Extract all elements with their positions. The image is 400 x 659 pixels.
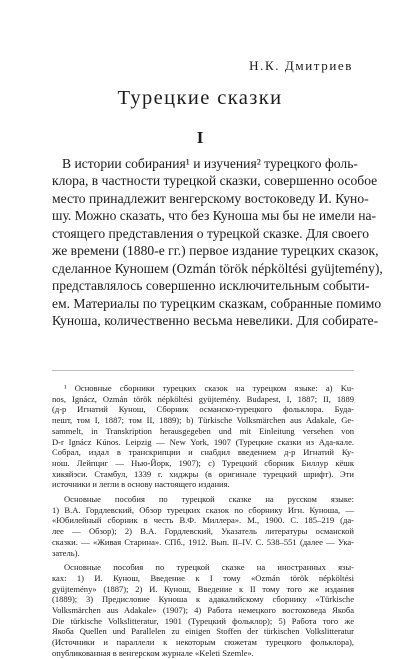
footnote-line: хикяйэси. Стамбул, 1339 г. хиджры (в оригинале турецкий шрифт). Эти: [52, 468, 354, 479]
footnote-line: ках: 1) И. Кунош, Введение к I тому «Ozmán török népköltési: [52, 572, 354, 583]
footnote-line: (1889); 3) Предисловие Куноша к адакалийскому сборнику «Türkische: [52, 594, 354, 605]
paragraph-line: представлялось совершенно исключительным событи-: [52, 278, 370, 294]
footnote-line: ¹ Основные сборники турецких сказок на турецком языке: а) Ku-: [64, 383, 354, 393]
footnote-2: [52, 494, 354, 558]
footnote-line: источники и легли в основу настоящего издания.: [52, 479, 230, 490]
paragraph-line: ем. Материалы по турецким сказкам, собранные помимо: [52, 295, 382, 311]
footnote-line: Основные пособия по турецкой сказке на русском языке:: [64, 494, 354, 505]
main-paragraph: [52, 155, 383, 330]
paragraph-line: место принадлежит венгерскому востоковеду И. Куно-: [52, 190, 369, 206]
footnote-line: нош. Лейпциг — Нью-Йорк, 1907); c) Турецкий сборник Биллур кёшк: [52, 457, 354, 468]
footnote-line: (д-р Игнатий Кунош, Сборник османско-турецкого фольклора. Буда-: [52, 404, 354, 415]
footnote-line: Собрал, издал в транскрипции и снабдил введением д-р Игнатий Ку-: [52, 447, 354, 458]
footnote-divider: [52, 370, 354, 371]
footnote-line: sammelt, in Transkription herausgegeben und mit Einleitung versehen von: [52, 425, 354, 436]
footnote-1: [52, 383, 354, 490]
paragraph-line: шу. Можно сказать, что без Куноша мы бы не имели на-: [52, 208, 377, 224]
footnote-line: Якоба Quellen und Parallelen zu einigen Stoffen der türkischen Volkslitteratur: [52, 626, 354, 637]
paragraph-line: В истории собирания¹ и изучения² турецкого фоль-: [62, 156, 358, 171]
footnote-line: затель).: [52, 547, 80, 558]
footnote-line: «Юбилейный сборник в честь В.Ф. Миллера». М., 1900. С. 185–219 (да-: [52, 515, 354, 526]
footnote-line: 1) В.А. Гордлевский, Обзор турецких сказок по сборнику Игн. Куноша, —: [52, 504, 354, 515]
paragraph-line: Куноша, количественно весьма невелики. Для собирате-: [52, 313, 379, 329]
footnote-line: опубликованная в венгерском журнале «Keleti Szemle».: [52, 647, 254, 658]
footnote-line: Основные пособия по турецкой сказке на иностранных язы-: [64, 562, 354, 573]
footnote-line: лее — Обзор); 2) В.А. Гордлевский, Указатель литературы османской: [52, 526, 354, 537]
footnote-line: (Источники и параллели к некоторым сюжетам турецкого фольклора),: [52, 637, 354, 648]
running-header-author: Н.К. Дмитриев: [249, 58, 353, 73]
paragraph-line: клора, в частности турецкой сказки, совершенно особое: [52, 173, 378, 189]
paragraph-line: же времени (1880-е гг.) первое издание турецких сказок,: [52, 243, 379, 259]
footnote-line: Volksmärchen aus Adakale» (1907); 4) Работа немецкого востоковеда Якоба: [52, 605, 354, 616]
section-number: I: [196, 128, 204, 147]
paragraph-line: стоящего представления о турецкой сказке. Для своего: [52, 225, 370, 241]
footnotes: [52, 383, 354, 659]
footnote-line: Die türkische Volkslitteratur, 1901 (Турецкий фольклор); 5) Работа того же: [52, 615, 354, 626]
footnote-line: пешт, том I, 1887; том II, 1889); b) Türkische Volksmärchen aus Adakale, Ge-: [52, 415, 354, 426]
chapter-title: Турецкие сказки: [117, 87, 283, 109]
paragraph-line: сделанное Куношем (Ozmán török népköltési gyüjtemény),: [52, 260, 383, 276]
footnote-line: сказки. — «Живая Старина». СПб., 1912. Вып. II–IV. С. 538–551 (далее — Ука-: [52, 536, 354, 547]
footnote-line: D-r Ignácz Kúnos. Leipzig — New York, 1907 (Турецкие сказки из Ада-кале.: [52, 436, 354, 447]
footnote-line: nos, Ignácz, Ozmán török népköltési gyüjtemény. Budapest, I, 1887; II, 1889: [52, 393, 354, 404]
footnote-3: [52, 562, 354, 658]
footnote-line: gyüjtemény» (1887); 2) И. Кунош, Введение к II тому того же издания: [52, 583, 354, 594]
